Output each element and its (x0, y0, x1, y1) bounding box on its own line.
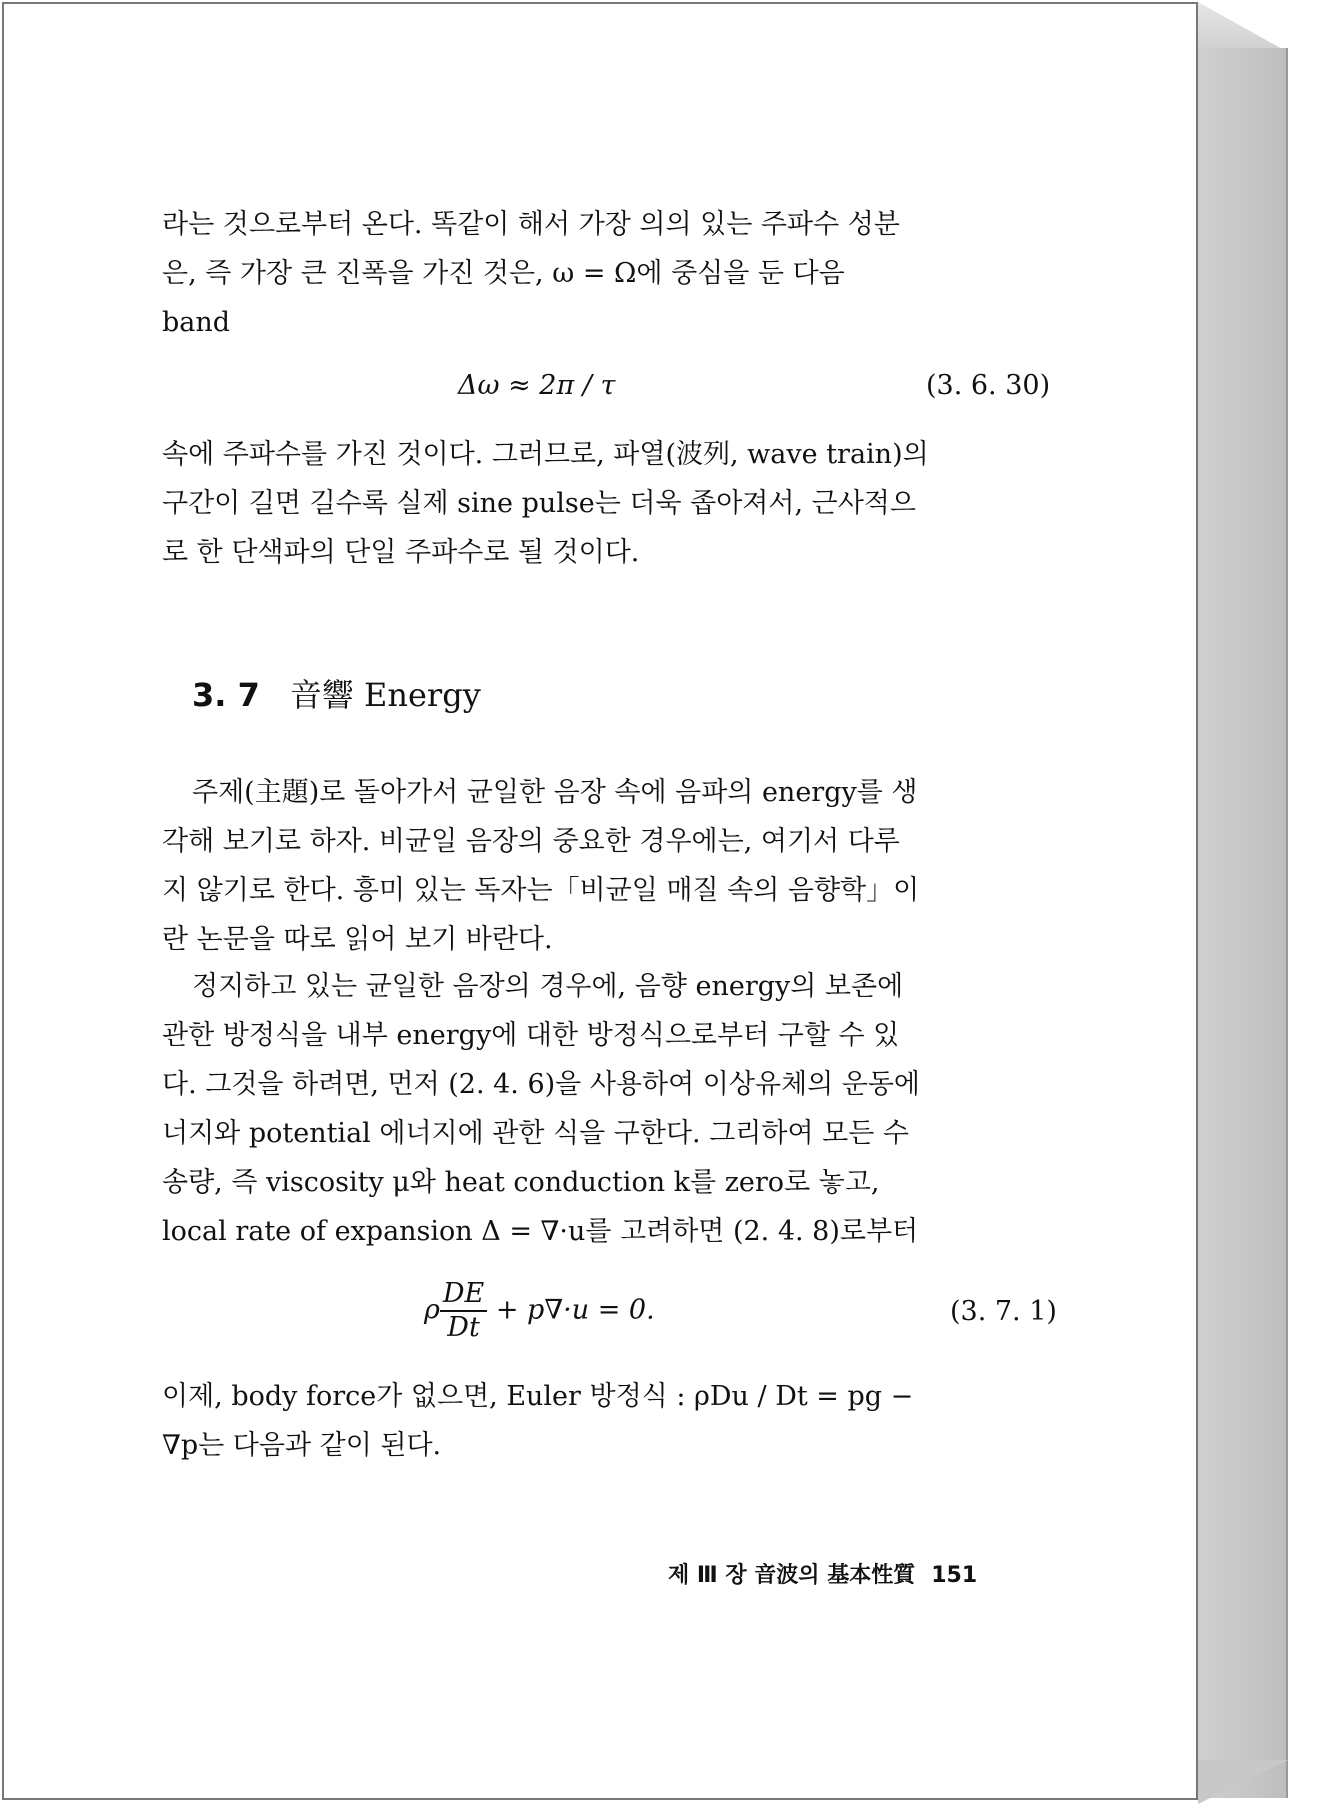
text-line: ∇p는 다음과 같이 된다. (162, 1430, 442, 1461)
text-line: 지 않기로 한다. 흥미 있는 독자는「비균일 매질 속의 음향학」이 (162, 875, 920, 906)
section-title: 音響 Energy (289, 676, 481, 714)
equation-number: (3. 7. 1) (950, 1296, 1057, 1327)
section-heading (192, 670, 481, 716)
page-footer (668, 1558, 977, 1589)
text-line: band (162, 307, 231, 338)
text-line: 란 논문을 따로 읽어 보기 바란다. (162, 924, 553, 955)
text-line: local rate of expansion Δ = ∇·u를 고려하면 (2. 4. 8)로부터 (162, 1216, 919, 1247)
paragraph-4 (162, 962, 1042, 1256)
fraction-numerator: DE (440, 1278, 487, 1312)
text-line: 다. 그것을 하려면, 먼저 (2. 4. 6)을 사용하여 이상유체의 운동에 (162, 1069, 920, 1100)
paragraph-5 (162, 1372, 1042, 1470)
page-stack-top (1198, 2, 1284, 50)
running-footer-chapter: 제 Ⅲ 장 音波의 基本性質 (668, 1563, 916, 1588)
text-line: 정지하고 있는 균일한 음장의 경우에, 음향 energy의 보존에 (192, 971, 904, 1002)
text-line: 속에 주파수를 가진 것이다. 그러므로, 파열(波列, wave train)의 (162, 439, 929, 470)
equation-rest: + p∇·u = 0. (495, 1294, 655, 1326)
page-stack-edge (1198, 48, 1288, 1798)
equation-3-6-30: Δω ≈ 2π / τ (458, 370, 616, 401)
text-line: 로 한 단색파의 단일 주파수로 될 것이다. (162, 537, 640, 568)
text-line: 은, 즉 가장 큰 진폭을 가진 것은, ω = Ω에 중심을 둔 다음 (162, 258, 845, 289)
paragraph-3 (162, 768, 1042, 964)
text-line: 라는 것으로부터 온다. 똑같이 해서 가장 의의 있는 주파수 성분 (162, 209, 900, 240)
equation-3-7-1 (424, 1278, 655, 1344)
text-line: 이제, body force가 없으면, Euler 방정식 : ρDu / Dt = pg − (162, 1381, 914, 1412)
text-line: 관한 방정식을 내부 energy에 대한 방정식으로부터 구할 수 있 (162, 1020, 900, 1051)
text-line: 구간이 길면 길수록 실제 sine pulse는 더욱 좁아져서, 근사적으 (162, 488, 916, 519)
text-line: 송량, 즉 viscosity μ와 heat conduction k를 zero로 놓고, (162, 1167, 880, 1198)
paragraph-2 (162, 430, 1042, 577)
text-line: 주제(主題)로 돌아가서 균일한 음장 속에 음파의 energy를 생 (192, 777, 918, 808)
text-line: 각해 보기로 하자. 비균일 음장의 중요한 경우에는, 여기서 다루 (162, 826, 900, 857)
page-number: 151 (931, 1563, 978, 1588)
paragraph-1 (162, 200, 1042, 347)
fraction (440, 1278, 487, 1344)
fraction-denominator: Dt (447, 1312, 480, 1343)
rho-symbol: ρ (424, 1294, 440, 1326)
section-number: 3. 7 (192, 676, 260, 714)
text-line: 너지와 potential 에너지에 관한 식을 구한다. 그리하여 모든 수 (162, 1118, 909, 1149)
equation-number: (3. 6. 30) (926, 370, 1051, 401)
